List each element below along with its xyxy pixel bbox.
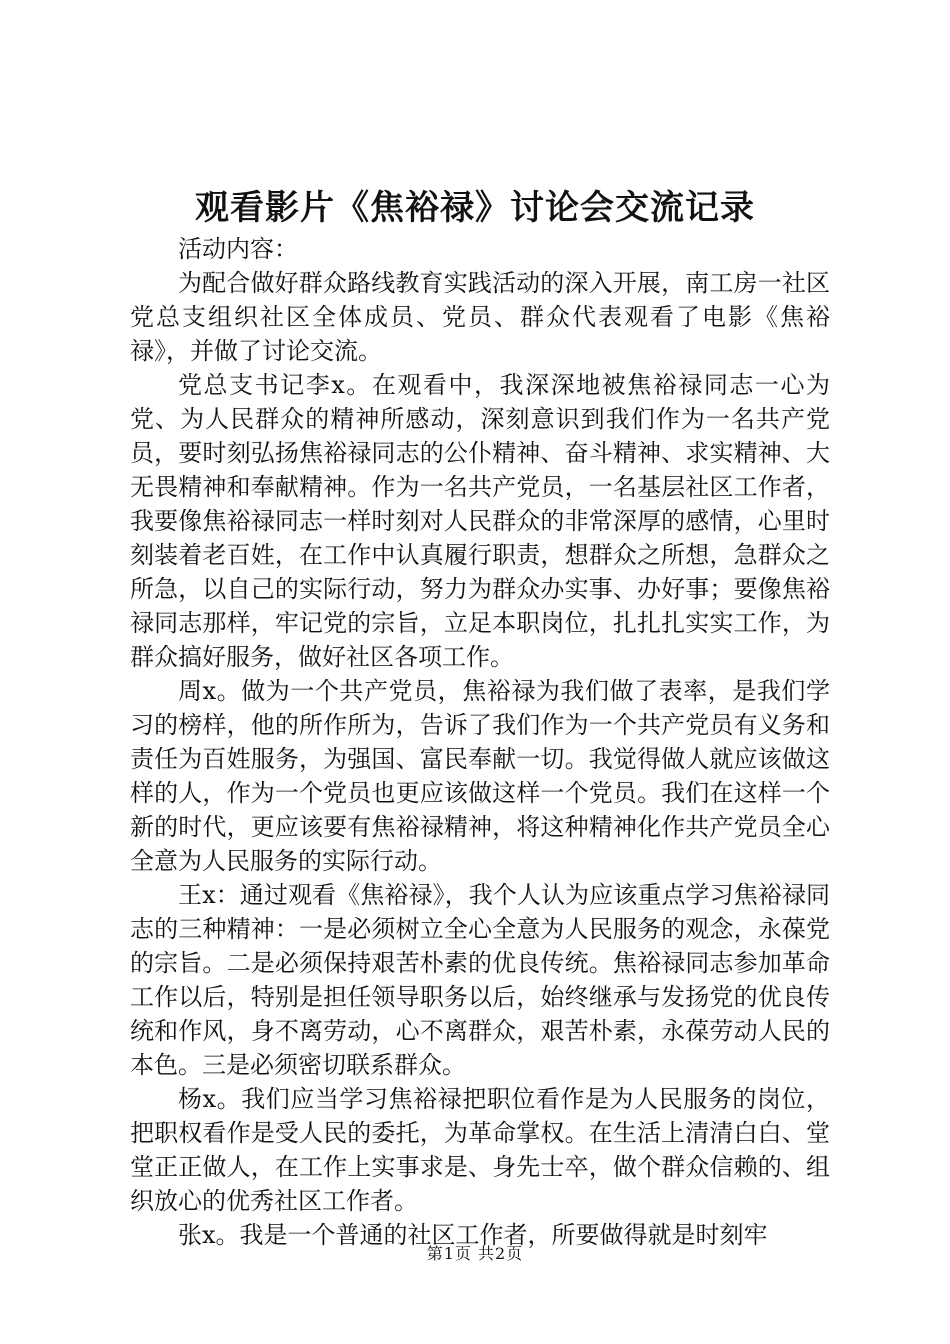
- paragraph-wang: 王x：通过观看《焦裕禄》，我个人认为应该重点学习焦裕禄同志的三种精神：一是必须树立全心全意为人民服务的观念，永葆党的宗旨。二是必须保持艰苦朴素的优良传统。焦裕禄同志参加革命工作以后，特别是担任领导职务以后，始终继承与发扬党的优良传统和作风，身不离劳动，心不离群众，艰苦朴素，永葆劳动人民的本色。三是必须密切联系群众。: [130, 881, 830, 1079]
- document-title: 观看影片《焦裕禄》讨论会交流记录: [195, 188, 755, 228]
- paragraph-intro: 为配合做好群众路线教育实践活动的深入开展，南工房一社区党总支组织社区全体成员、党员、群众代表观看了电影《焦裕禄》，并做了讨论交流。: [130, 269, 830, 365]
- document-body: [130, 232, 830, 1252]
- paragraph-activity-label: 活动内容：: [178, 235, 298, 263]
- paragraph-li: 党总支书记李x。在观看中，我深深地被焦裕禄同志一心为党、为人民群众的精神所感动，深刻意识到我们作为一名共产党员，要时刻弘扬焦裕禄同志的公仆精神、奋斗精神、求实精神、大无畏精神和奉献精神。作为一名共产党员，一名基层社区工作者，我要像焦裕禄同志一样时刻对人民群众的非常深厚的感情，心里时刻装着老百姓，在工作中认真履行职责，想群众之所想，急群众之所急，以自己的实际行动，努力为群众办实事、办好事；要像焦裕禄同志那样，牢记党的宗旨，立足本职岗位，扎扎扎实实工作，为群众搞好服务，做好社区各项工作。: [130, 371, 830, 671]
- page-number-footer: 第1页 共2页: [426, 1244, 524, 1263]
- paragraph-yang: 杨x。我们应当学习焦裕禄把职位看作是为人民服务的岗位，把职权看作是受人民的委托，为革命掌权。在生活上清清白白、堂堂正正做人，在工作上实事求是、身先士卒，做个群众信赖的、组织放心的优秀社区工作者。: [130, 1085, 830, 1215]
- paragraph-zhang: 张x。我是一个普通的社区工作者，所要做得就是时刻牢: [178, 1221, 768, 1249]
- paragraph-zhou: 周x。做为一个共产党员，焦裕禄为我们做了表率，是我们学习的榜样，他的所作所为，告诉了我们作为一个共产党员有义务和责任为百姓服务，为强国、富民奉献一切。我觉得做人就应该做这样的人，作为一个党员也更应该做这样一个党员。我们在这样一个新的时代，更应该要有焦裕禄精神，将这种精神化作共产党员全心全意为人民服务的实际行动。: [130, 677, 830, 875]
